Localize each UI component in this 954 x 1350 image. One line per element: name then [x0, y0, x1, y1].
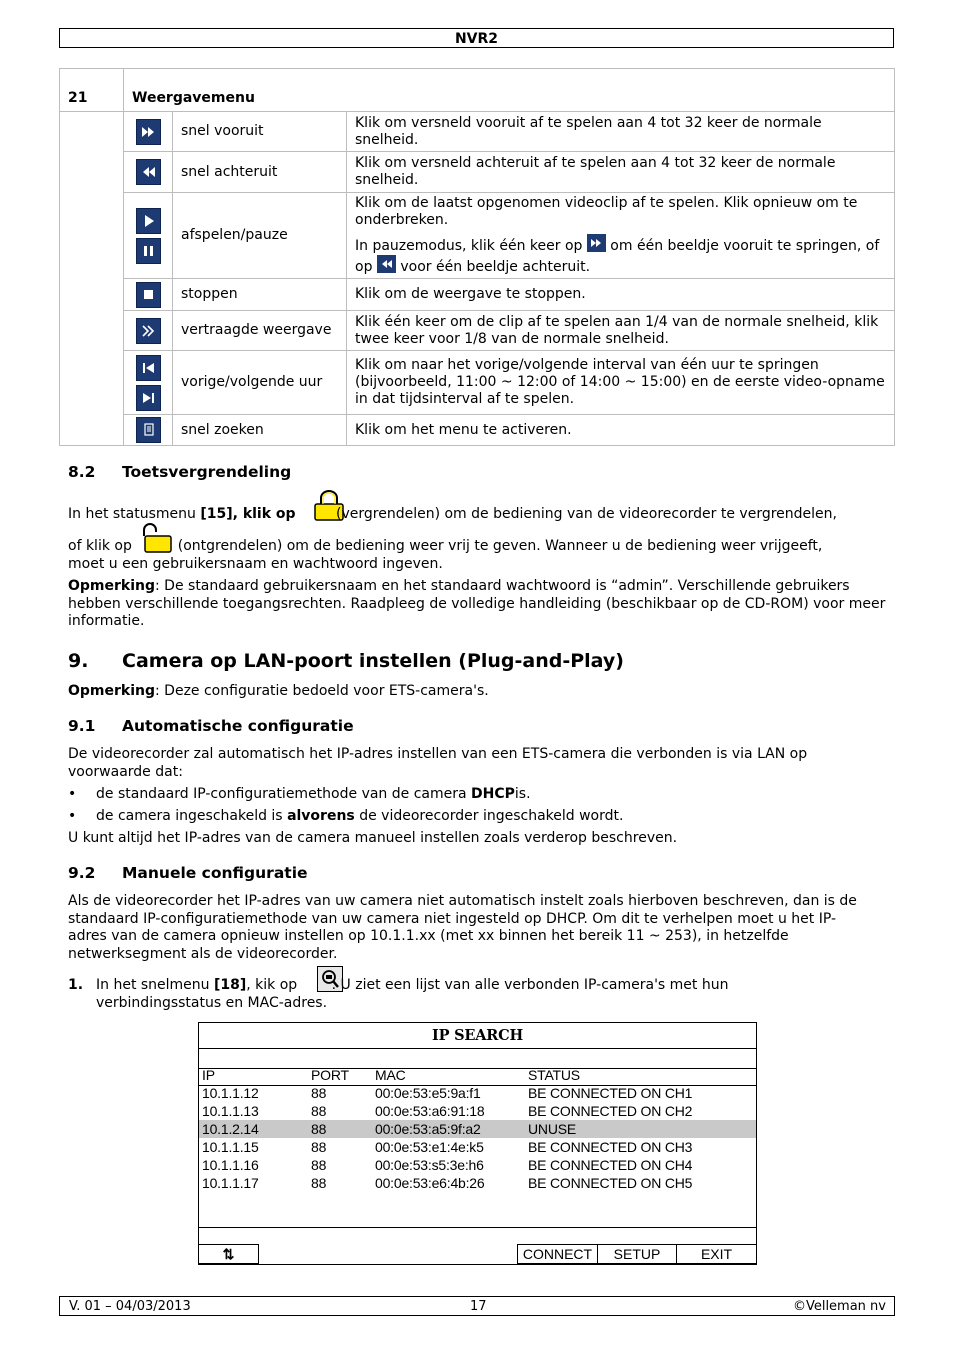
table-row-selected[interactable]: 10.1.2.14 88 00:0e:53:a5:9f:a2 UNUSE	[199, 1120, 756, 1138]
page-header: NVR2	[59, 28, 894, 48]
table-row-label: vorige/volgende uur	[173, 351, 347, 415]
sort-button[interactable]: ⇅	[198, 1244, 259, 1264]
footer-copyright: ©Velleman nv	[792, 1299, 886, 1314]
fast-forward-icon	[136, 119, 161, 145]
table-row[interactable]: 10.1.1.17 88 00:0e:53:e6:4b:26 BE CONNECTED ON CH5	[202, 1175, 693, 1191]
fast-forward-icon	[587, 234, 606, 252]
slow-play-icon	[136, 318, 161, 344]
table-row-label: snel zoeken	[173, 415, 347, 446]
next-hour-icon	[136, 385, 161, 411]
footer-page-number: 17	[470, 1299, 487, 1314]
list-item: de camera ingeschakeld is alvorens de videorecorder ingeschakeld wordt.	[96, 808, 624, 824]
pause-icon	[136, 238, 161, 264]
table-row-desc: Klik één keer om de clip af te spelen aan 1/4 van de normale snelheid, klik twee keer voor 1/8 van de normale snelheid.	[347, 311, 895, 351]
table-row-label: afspelen/pauze	[173, 193, 347, 279]
table-header: IP PORT MAC STATUS	[202, 1067, 580, 1083]
section-9-2-heading: 9.2 Manuele configuratie	[68, 864, 308, 882]
footer-version: V. 01 – 04/03/2013	[69, 1299, 191, 1314]
table-row-desc: Klik om de laatst opgenomen videoclip af te spelen. Klik opnieuw om te onderbreken.	[355, 195, 858, 228]
section-9-1-heading: 9.1 Automatische configuratie	[68, 717, 354, 735]
list-item: de standaard IP-configuratiemethode van de camera DHCPis.	[96, 786, 531, 802]
table-row-desc: Klik om versneld vooruit af te spelen aan 4 tot 32 keer de normale snelheid.	[347, 112, 895, 152]
page-footer	[59, 1296, 895, 1316]
table-row-label: stoppen	[173, 279, 347, 311]
table-row-desc: Klik om het menu te activeren.	[347, 415, 895, 446]
fast-rewind-icon	[136, 159, 161, 185]
table-row-desc: Klik om naar het vorige/volgende interval van één uur te springen (bijvoorbeeld, 11:00 ~ 12:00 of 14:00 ~ 15:00) en de eerste video-opname in dat tijdsinterval af te spelen.	[347, 351, 895, 415]
table-row-label: vertraagde weergave	[173, 311, 347, 351]
previous-hour-icon	[136, 355, 161, 381]
table-row[interactable]: 10.1.1.13 88 00:0e:53:a6:91:18 BE CONNECTED ON CH2	[202, 1103, 693, 1119]
table-row[interactable]: 10.1.1.15 88 00:0e:53:e1:4e:k5 BE CONNECTED ON CH3	[202, 1139, 693, 1155]
note-paragraph: Opmerking: De standaard gebruikersnaam en het standaard wachtwoord is “admin”. Verschillende gebruikers hebben verschillende toegangsrechten. Raadpleeg de volledige handleiding (beschikbaar op de CD-ROM) voor meer informatie.	[68, 578, 886, 629]
table-row-desc: Klik om de weergave te stoppen.	[347, 279, 895, 311]
playback-menu-table: 21 Weergavemenu snel vooruit Klik om versneld vooruit af te spelen aan 4 tot 32 keer de normale snelheid. snel achteruit Klik om versneld achteruit af te spelen aan 4 tot 32 keer de normale snelheid. afspelen/pauze Klik om de laatst opgenomen videoclip af te spelen. Klik opnieuw om te onderbreken. In pauzemodus, klik één keer op om één beeldje vooruit te springen, of op voor één beeldje achteruit. stoppen Klik om de weergave te stoppen. vertraagde weergave Klik één keer om de clip af te spelen aan 1/4 van de normale snelheid, klik twee keer voor 1/8 van de normale snelheid. vorige/volgende uur Klik om naar het vorige/volgende interval van één uur te springen (bijvoorbeeld, 11:00 ~ 12:00 of 14:00 ~ 15:00) en de eerste video-opname in dat tijdsinterval af te spelen. snel zoeken Klik om het menu te activeren.	[59, 68, 895, 446]
quick-search-icon	[136, 417, 161, 443]
table-number: 21	[60, 69, 124, 112]
table-row-label: snel achteruit	[173, 152, 347, 193]
dialog-title: IP SEARCH	[432, 1027, 523, 1044]
table-row-label: snel vooruit	[173, 112, 347, 152]
ip-search-dialog	[198, 1022, 757, 1265]
section-8-2-heading: 8.2 Toetsvergrendeling	[68, 463, 292, 481]
table-row-desc: Klik om versneld achteruit af te spelen aan 4 tot 32 keer de normale snelheid.	[347, 152, 895, 193]
setup-button[interactable]: SETUP	[597, 1244, 677, 1264]
stop-icon	[136, 282, 161, 308]
table-row[interactable]: 10.1.1.16 88 00:0e:53:s5:3e:h6 BE CONNECTED ON CH4	[202, 1157, 693, 1173]
exit-button[interactable]: EXIT	[676, 1244, 757, 1264]
table-title: Weergavemenu	[124, 69, 895, 112]
fast-rewind-icon	[377, 255, 396, 273]
play-icon	[136, 208, 161, 234]
connect-button[interactable]: CONNECT	[517, 1244, 598, 1264]
note-paragraph: Opmerking: Deze configuratie bedoeld voor ETS-camera's.	[68, 683, 489, 699]
table-row[interactable]: 10.1.1.12 88 00:0e:53:e5:9a:f1 BE CONNECTED ON CH1	[202, 1085, 693, 1101]
section-9-heading: 9. Camera op LAN-poort instellen (Plug-and-Play)	[68, 650, 624, 672]
